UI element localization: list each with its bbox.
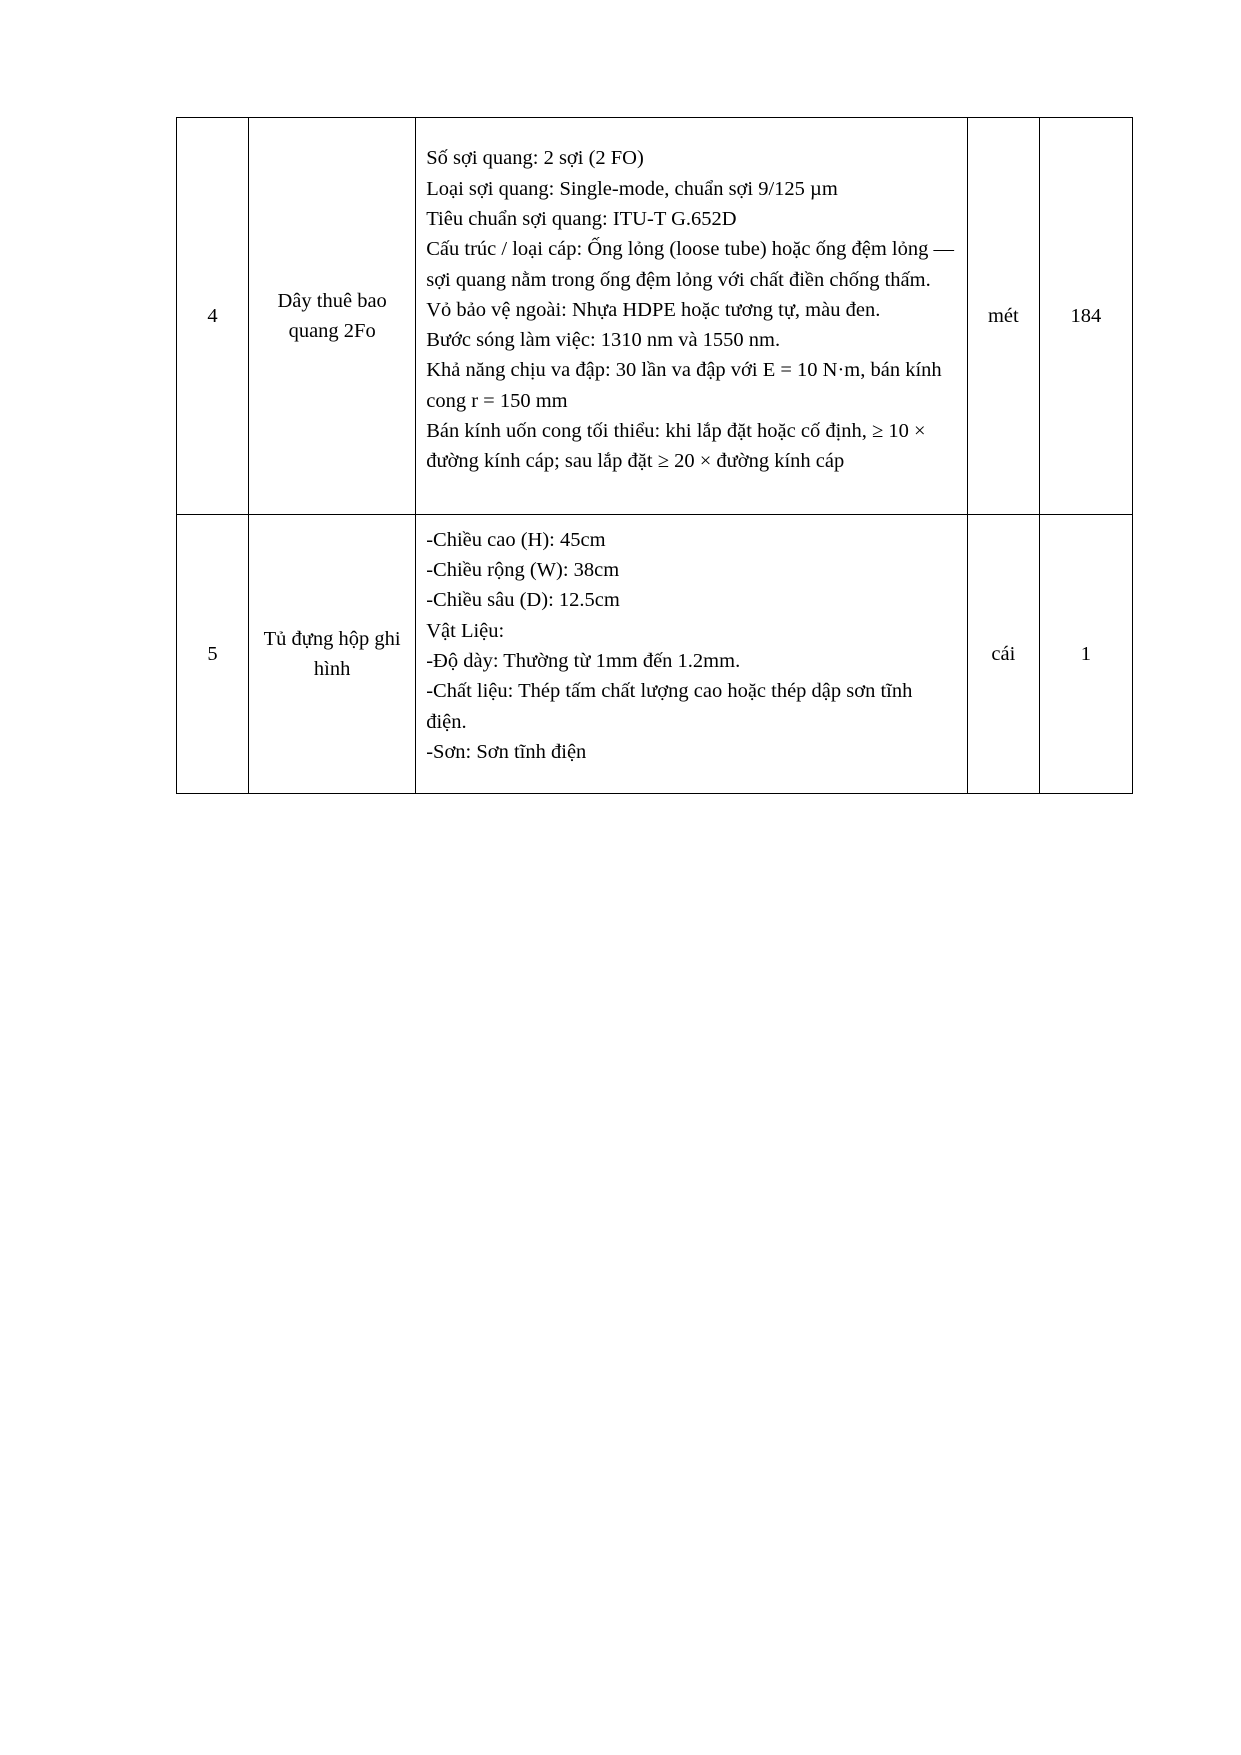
item-name-cell: Dây thuê bao quang 2Fo xyxy=(249,118,416,515)
spec-line: Bán kính uốn cong tối thiểu: khi lắp đặt hoặc cố định, ≥ 10 × đường kính cáp; sau lắp đặt ≥ 20 × đường kính cáp xyxy=(426,420,926,473)
spec-line: -Sơn: Sơn tĩnh điện xyxy=(426,740,587,763)
spec-line: Cấu trúc / loại cáp: Ống lỏng (loose tube) hoặc ống đệm lỏng — sợi quang nằm trong ống đệm lỏng với chất điền chống thấm. xyxy=(426,238,954,291)
item-quantity-cell: 184 xyxy=(1039,118,1132,515)
spec-line: Vật Liệu: xyxy=(426,619,505,642)
spec-line: Số sợi quang: 2 sợi (2 FO) xyxy=(426,147,644,170)
spec-line: -Chiều cao (H): 45cm xyxy=(426,528,606,551)
item-unit-cell: cái xyxy=(967,515,1039,794)
item-spec-cell xyxy=(416,515,968,794)
spec-line: Loại sợi quang: Single-mode, chuẩn sợi 9/125 µm xyxy=(426,177,838,200)
spec-line: -Chất liệu: Thép tấm chất lượng cao hoặc thép dập sơn tĩnh điện. xyxy=(426,680,913,733)
spec-line: Vỏ bảo vệ ngoài: Nhựa HDPE hoặc tương tự, màu đen. xyxy=(426,298,881,321)
item-name-cell: Tủ đựng hộp ghi hình xyxy=(249,515,416,794)
item-spec-cell xyxy=(416,118,968,515)
item-quantity-cell: 1 xyxy=(1039,515,1132,794)
table-row xyxy=(177,515,1133,794)
item-unit-cell: mét xyxy=(967,118,1039,515)
spec-line: Khả năng chịu va đập: 30 lần va đập với E = 10 N·m, bán kính cong r = 150 mm xyxy=(426,359,942,412)
table-row xyxy=(177,118,1133,515)
item-number-cell: 5 xyxy=(177,515,249,794)
spec-line: -Độ dày: Thường từ 1mm đến 1.2mm. xyxy=(426,650,741,672)
specification-table xyxy=(176,117,1133,794)
spec-line: -Chiều rộng (W): 38cm xyxy=(426,559,620,582)
spec-line: -Chiều sâu (D): 12.5cm xyxy=(426,589,620,612)
spec-line: Bước sóng làm việc: 1310 nm và 1550 nm. xyxy=(426,329,781,352)
item-number-cell: 4 xyxy=(177,118,249,515)
spec-line: Tiêu chuẩn sợi quang: ITU-T G.652D xyxy=(426,207,737,230)
